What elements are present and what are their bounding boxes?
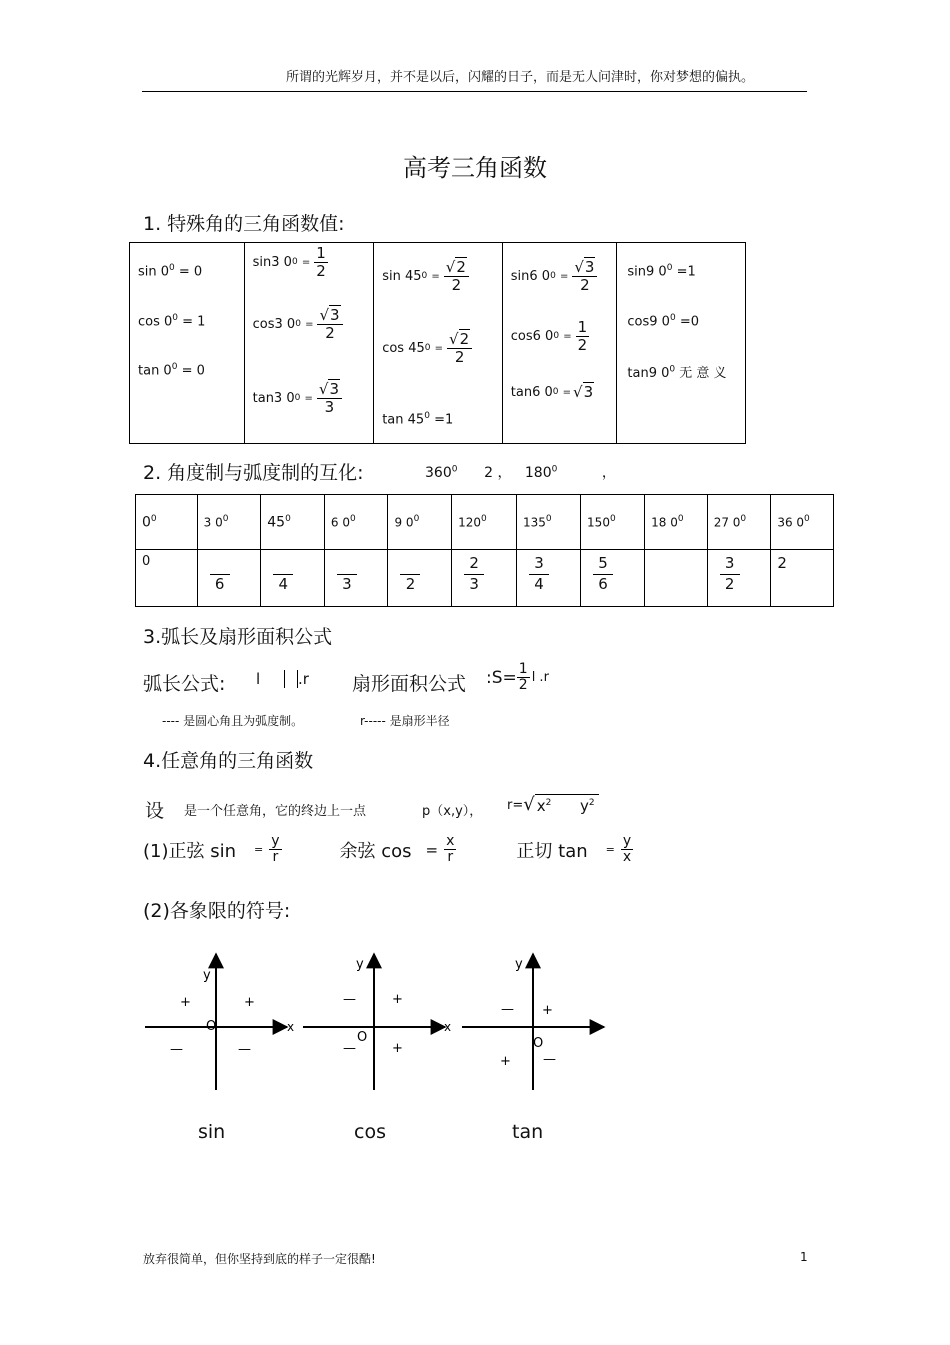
tan-quadrant-diagram (462, 954, 604, 1090)
page-title: 高考三角函数 (403, 154, 547, 182)
col-60-cell (502, 243, 617, 444)
page-footer-quote: 放弃很简单，但你坚持到底的样子一定很酷! (143, 1252, 376, 1266)
sin-quadrant-diagram (145, 954, 294, 1090)
degree-value: 150 (587, 515, 610, 530)
sin0-label: sin 0 (138, 264, 170, 280)
radian-fraction (400, 550, 420, 593)
cos0-label: cos 0 (138, 314, 173, 330)
cos-caption: cos (354, 1121, 386, 1143)
radian-denominator: 4 (278, 575, 289, 593)
degree-cell (581, 495, 645, 550)
radicand: 2 (459, 330, 470, 348)
deg-mark: 0 (294, 393, 301, 403)
sqrt-sign: √ (319, 306, 330, 324)
y-label: y (356, 957, 364, 972)
radian-cell (197, 550, 261, 607)
quadrant-diagrams (140, 948, 620, 1098)
radicand (535, 794, 599, 815)
radian-denominator: 4 (534, 575, 544, 593)
cos60-fraction (576, 319, 590, 353)
r-equals: r= (507, 798, 524, 813)
deg-mark: 0 (666, 263, 673, 273)
sqrt-sign: √ (573, 383, 583, 401)
deg-mark: 0 (553, 331, 560, 341)
cos45-fraction (447, 331, 472, 365)
sin-caption: sin (198, 1121, 226, 1143)
tangent-fraction (621, 834, 633, 866)
radicand: 2 (456, 258, 466, 276)
denominator: 2 (454, 347, 465, 366)
radicand: 3 (584, 258, 595, 276)
tan-caption: tan (512, 1121, 544, 1143)
q4-sign: + (392, 1041, 403, 1056)
denominator: r (272, 849, 279, 866)
degree-value: 120 (458, 515, 481, 530)
cos30-label: cos3 0 (252, 316, 296, 332)
tan90-value: 无 意 义 (679, 366, 727, 381)
denominator: 2 (316, 261, 326, 280)
degree-cell (388, 495, 452, 550)
deg-mark: 0 (150, 513, 157, 524)
deg-mark: 0 (550, 271, 556, 281)
radian-cell (771, 550, 834, 607)
radian-cell (645, 550, 708, 607)
deg-mark: 0 (424, 343, 431, 353)
degree-radian-table (135, 494, 834, 607)
degree-value: 9 0 (394, 515, 414, 530)
degree-cell (452, 495, 517, 550)
radian-value: 0 (142, 554, 151, 569)
y-label: y (515, 957, 523, 972)
r-x: x (536, 797, 546, 815)
numerator: y (622, 833, 632, 849)
radian-cell (324, 550, 388, 607)
sqrt-sign: √ (445, 258, 456, 276)
denominator: x (622, 849, 632, 866)
radian-fraction (529, 550, 549, 593)
degree-cell (707, 495, 771, 550)
radian-cell (581, 550, 645, 607)
equals: = (605, 843, 615, 857)
radian-denominator: 2 (724, 575, 735, 593)
set-description: 是一个任意角，它的终边上一点 (184, 804, 367, 819)
tan0-label: tan 0 (138, 363, 172, 379)
q2-sign: + (180, 995, 191, 1010)
denominator: r (447, 849, 454, 866)
cos45-label: cos 45 (382, 340, 425, 356)
area-s: :S= (486, 667, 517, 688)
deg-mark: 0 (222, 513, 229, 524)
radian-denominator: 6 (214, 575, 225, 593)
denominator: 2 (580, 275, 590, 294)
radian-value: 2 (777, 554, 787, 572)
degree-cell (197, 495, 261, 550)
deg-mark: 0 (740, 513, 747, 524)
q3-sign: — (170, 1042, 183, 1057)
deg-mark: 0 (295, 319, 301, 329)
radian-denominator: 6 (598, 575, 608, 593)
deg-mark: 0 (424, 411, 430, 421)
deg-mark: 0 (291, 257, 298, 267)
cosine-def-label: 余弦 cos (339, 840, 412, 862)
arc-r: .r (298, 670, 309, 688)
sin30-label: sin3 0 (252, 254, 292, 270)
denominator: 2 (451, 275, 462, 294)
denominator: 2 (325, 323, 335, 342)
degree-cell (516, 495, 580, 550)
denominator: 2 (577, 335, 588, 354)
section-4-heading: 4.任意角的三角函数 (143, 750, 314, 772)
page-number: 1 (800, 1250, 808, 1264)
sin60-label: sin6 0 (510, 268, 551, 284)
cos-quadrant-diagram (303, 954, 451, 1090)
deg-mark: 0 (172, 313, 179, 323)
degree-cell (771, 495, 834, 550)
sin90-label: sin9 0 (627, 264, 667, 280)
numerator: 1 (316, 244, 326, 262)
r-y: y (579, 797, 589, 815)
deg-mark: 0 (285, 513, 291, 524)
rad-2pi: 2 ， (484, 465, 512, 481)
special-angle-table (129, 242, 746, 444)
radian-cell (452, 550, 517, 607)
radian-cell (516, 550, 580, 607)
equals: = (254, 843, 264, 857)
equals: = (304, 392, 313, 404)
degree-cell (136, 495, 198, 550)
radian-cell (707, 550, 771, 607)
numerator: 1 (518, 661, 528, 677)
equals: = (425, 840, 439, 859)
radian-numerator (337, 554, 357, 575)
cos30-fraction (317, 307, 342, 341)
deg-mark: 0 (421, 271, 428, 281)
radian-cell (388, 550, 452, 607)
deg-mark: 0 (609, 513, 616, 524)
degree-value: 18 0 (651, 515, 678, 530)
radius-note: r----- 是扇形半径 (360, 714, 450, 728)
q3-sign: — (343, 1041, 356, 1056)
comma: ， (601, 465, 616, 481)
q4-sign: — (543, 1052, 556, 1067)
radicand: 3 (329, 380, 339, 398)
radian-denominator: 3 (469, 575, 479, 593)
sin30-fraction (314, 245, 328, 279)
sqrt-sign: √ (318, 380, 329, 398)
denominator: 3 (324, 397, 335, 416)
radian-fraction (210, 550, 230, 593)
degree-cell (645, 495, 708, 550)
sqrt-sign: √ (449, 330, 459, 348)
trig-definitions (143, 834, 633, 866)
tan0-value: = 0 (181, 363, 205, 379)
deg-mark: 0 (804, 513, 810, 524)
radian-numerator: 5 (593, 554, 613, 575)
deg-mark: 0 (669, 364, 676, 375)
deg-mark: 0 (552, 387, 559, 397)
arc-length-label: 弧长公式: (143, 673, 226, 695)
sine-fraction (269, 834, 281, 866)
radian-fraction (720, 550, 740, 593)
sin45-fraction (444, 259, 469, 293)
equals: = (559, 270, 569, 282)
radian-numerator: 2 (464, 554, 484, 575)
x-label: x (444, 1020, 452, 1034)
deg-360: 360 (425, 465, 452, 481)
degree-value: 6 0 (330, 515, 350, 530)
point-p: p（x,y）， (422, 804, 483, 819)
deg-mark: 0 (677, 513, 684, 524)
radian-fraction (273, 550, 293, 593)
degree-cell (324, 495, 388, 550)
origin-label: O (206, 1019, 217, 1034)
radian-cell (261, 550, 325, 607)
section-3-heading: 3.弧长及扇形面积公式 (143, 626, 333, 648)
q4-sign: — (238, 1042, 251, 1057)
equals: = (305, 318, 314, 330)
radian-numerator (400, 554, 420, 575)
sine-def-label: (1)正弦 sin (143, 840, 237, 862)
cosine-fraction (444, 834, 456, 866)
radian-numerator (210, 554, 230, 575)
radian-numerator: 3 (529, 554, 549, 575)
radian-fraction (593, 550, 613, 593)
tan45-label: tan 45 (382, 412, 425, 428)
radian-numerator: 3 (720, 554, 740, 575)
radian-row (136, 550, 834, 607)
q1-sign: + (392, 992, 403, 1007)
area-tail: l .r (531, 670, 549, 686)
tan60-label: tan6 0 (510, 384, 553, 400)
sqrt-sign: √ (574, 258, 584, 276)
degree-value: 36 0 (777, 515, 805, 530)
deg-mark: 0 (169, 263, 175, 273)
equals: = (434, 342, 444, 354)
radius-formula (507, 794, 599, 815)
degree-cell (261, 495, 325, 550)
col-30-cell (244, 243, 374, 444)
area-half (517, 662, 530, 694)
section-2-heading: 2. 角度制与弧度制的互化: (143, 462, 364, 484)
alpha-note: ---- 是圆心角且为弧度制。 (162, 714, 304, 728)
radian-cell (136, 550, 198, 607)
arc-length-formula (256, 670, 309, 688)
page-header-quote: 所谓的光辉岁月，并不是以后，闪耀的日子，而是无人问津时，你对梦想的偏执。 (285, 70, 754, 85)
x-label: x (287, 1020, 295, 1034)
equals: = (562, 386, 572, 398)
deg-180: 180 (524, 465, 552, 481)
radian-fraction (464, 550, 484, 593)
equals: = (301, 256, 311, 268)
tan60-value (573, 383, 594, 401)
square: 2 (545, 798, 552, 808)
deg-mark: 0 (545, 513, 552, 524)
cos90-value: =0 (679, 314, 700, 330)
degree-value: 0 (142, 514, 151, 531)
sin60-fraction (572, 259, 597, 293)
col-90-cell (617, 243, 746, 444)
sin45-label: sin 45 (382, 268, 422, 284)
tan45-value: =1 (434, 412, 454, 428)
cos0-value: = 1 (182, 314, 206, 330)
deg-mark: 0 (413, 513, 420, 524)
deg-mark: 0 (451, 464, 458, 475)
quadrant-signs-heading: (2)各象限的符号: (143, 900, 291, 922)
q3-sign: + (500, 1054, 511, 1069)
tangent-def-label: 正切 tan (516, 840, 588, 862)
tan30-label: tan3 0 (252, 390, 295, 406)
degree-value: 45 (267, 514, 286, 531)
q2-sign: — (343, 992, 356, 1007)
deg-mark: 0 (669, 313, 676, 323)
equals: = (431, 270, 440, 282)
q2-sign: — (501, 1002, 514, 1017)
sector-area-formula (486, 662, 549, 694)
sector-area-label: 扇形面积公式 (352, 673, 467, 695)
q1-sign: + (244, 995, 255, 1010)
numerator: 1 (577, 318, 588, 336)
sqrt-sign: √ (523, 794, 535, 815)
tan90-label: tan9 0 (627, 366, 670, 381)
abs-alpha (284, 670, 298, 688)
cos60-label: cos6 0 (510, 328, 554, 344)
sin90-value: =1 (676, 264, 696, 280)
degree-value: 135 (522, 515, 546, 530)
deg-mark: 0 (551, 464, 558, 475)
col-0-cell (130, 243, 245, 444)
arc-l: l (256, 670, 261, 688)
conversion-relation (425, 462, 616, 482)
radian-denominator: 3 (342, 575, 352, 593)
deg-mark: 0 (171, 362, 178, 372)
square: 2 (588, 798, 595, 808)
set-word: 设 (145, 800, 165, 822)
radian-denominator: 2 (405, 575, 416, 593)
radicand: 3 (583, 383, 594, 401)
cos90-label: cos9 0 (627, 314, 670, 330)
radian-numerator (273, 554, 293, 575)
numerator: x (446, 833, 455, 849)
header-rule (142, 91, 807, 92)
denominator: 2 (518, 677, 528, 694)
equals: = (563, 330, 572, 342)
tan30-fraction (317, 381, 342, 415)
numerator: y (271, 833, 280, 849)
q1-sign: + (542, 1003, 553, 1018)
degree-value: 3 0 (203, 515, 223, 530)
sin0-value: = 0 (178, 264, 203, 280)
deg-mark: 0 (349, 513, 356, 524)
col-45-cell (374, 243, 503, 444)
section-1-heading: 1. 特殊角的三角函数值: (143, 213, 345, 235)
degree-value: 27 0 (713, 515, 741, 530)
radicand: 3 (330, 306, 340, 324)
y-label: y (203, 968, 211, 983)
origin-label: O (533, 1036, 544, 1051)
deg-mark: 0 (481, 513, 487, 524)
radian-fraction (337, 550, 357, 593)
origin-label: O (357, 1030, 368, 1045)
degree-row (136, 495, 834, 550)
